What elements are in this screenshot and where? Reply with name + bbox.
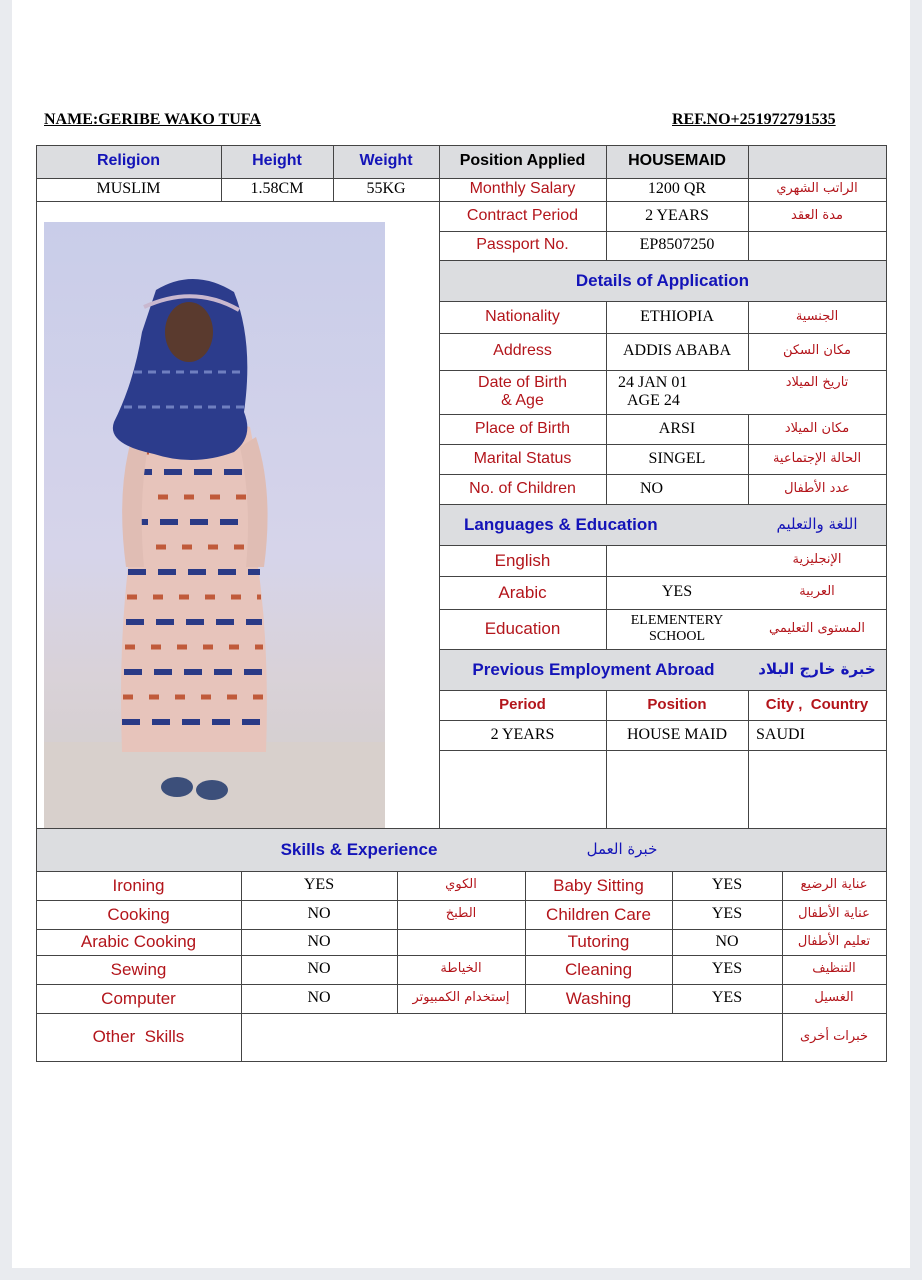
dob-label-line2: & Age bbox=[501, 392, 544, 409]
skill-ironing-arabic: الكوي bbox=[445, 877, 477, 893]
religion-value: MUSLIM bbox=[96, 180, 161, 198]
details-title: Details of Application bbox=[575, 270, 750, 290]
dob-arabic: تاريخ الميلاد bbox=[785, 375, 849, 391]
height-header: Height bbox=[252, 152, 302, 170]
religion-header: Religion bbox=[96, 152, 161, 170]
employment-title-arabic: خبرة خارج البلاد bbox=[758, 659, 876, 678]
marital-status-label: Marital Status bbox=[473, 449, 572, 467]
position-header: Position bbox=[647, 696, 707, 714]
other-skills-label: Other Skills bbox=[92, 1027, 185, 1047]
weight-header: Weight bbox=[359, 152, 413, 170]
employment-country: SAUDI bbox=[756, 725, 805, 743]
contract-period-label: Contract Period bbox=[466, 206, 579, 224]
skill-children-care-value: YES bbox=[711, 905, 743, 923]
education-label: Education bbox=[484, 619, 561, 639]
skill-cleaning: Cleaning bbox=[564, 959, 633, 979]
english-label: English bbox=[494, 550, 551, 570]
address-arabic: مكان السكن bbox=[782, 343, 852, 359]
applicant-portrait-illustration bbox=[44, 222, 385, 828]
skill-computer: Computer bbox=[101, 988, 176, 1008]
skill-cooking: Cooking bbox=[107, 904, 170, 924]
monthly-salary-value: 1200 QR bbox=[647, 180, 707, 198]
position-applied-label: Position Applied bbox=[459, 152, 586, 170]
skill-washing-arabic: الغسيل bbox=[814, 990, 854, 1006]
dob-label-line1: Date of Birth bbox=[478, 373, 567, 391]
place-of-birth-label: Place of Birth bbox=[474, 419, 571, 437]
nationality-arabic: الجنسية bbox=[795, 308, 839, 324]
city-country-header: City , Country bbox=[765, 696, 869, 714]
position-applied-value: HOUSEMAID bbox=[628, 152, 726, 170]
skill-ironing-value: YES bbox=[303, 876, 335, 894]
children-value: NO bbox=[640, 479, 664, 497]
education-value bbox=[606, 609, 748, 649]
skills-title-arabic: خبرة العمل bbox=[586, 839, 658, 858]
skill-cooking-value: NO bbox=[307, 905, 331, 923]
children-label: No. of Children bbox=[469, 479, 576, 497]
education-value-line1: ELEMENTERY bbox=[630, 612, 724, 628]
skill-baby-sitting-arabic: عناية الرضيع bbox=[800, 877, 868, 893]
skill-baby-sitting: Baby Sitting bbox=[553, 875, 644, 895]
marital-status-arabic: الحالة الإجتماعية bbox=[772, 450, 862, 466]
dob-label bbox=[439, 370, 606, 414]
passport-arabic bbox=[748, 231, 886, 260]
period-header: Period bbox=[499, 696, 546, 714]
nationality-label: Nationality bbox=[485, 307, 560, 325]
marital-status-value: SINGEL bbox=[648, 449, 706, 467]
applicant-name: NAME:GERIBE WAKO TUFA bbox=[44, 111, 261, 128]
skill-arabic-cooking-arabic bbox=[397, 929, 525, 955]
applicant-photo bbox=[44, 222, 385, 828]
languages-title-arabic: اللغة والتعليم bbox=[776, 514, 858, 533]
place-of-birth-value: ARSI bbox=[658, 419, 696, 437]
skill-cooking-arabic: الطبخ bbox=[445, 906, 477, 922]
reference-number: REF.NO+251972791535 bbox=[672, 111, 836, 128]
dob-value-line1: 24 JAN 01 bbox=[618, 373, 688, 391]
skill-cleaning-value: YES bbox=[711, 960, 743, 978]
english-arabic: الإنجليزية bbox=[792, 552, 842, 568]
skill-sewing-arabic: الخياطة bbox=[440, 961, 482, 977]
skill-computer-arabic: إستخدام الكمبيوتر bbox=[412, 990, 510, 1006]
other-skills-arabic: خبرات أخرى bbox=[799, 1028, 869, 1044]
contract-period-value: 2 YEARS bbox=[645, 206, 709, 224]
dob-value bbox=[606, 370, 748, 414]
monthly-salary-arabic: الراتب الشهري bbox=[776, 181, 858, 197]
skill-computer-value: NO bbox=[307, 989, 331, 1007]
employment-position: HOUSE MAID bbox=[627, 725, 727, 743]
education-value-line2: SCHOOL bbox=[648, 629, 705, 644]
dob-value-line2: AGE 24 bbox=[627, 392, 680, 409]
height-value: 1.58CM bbox=[250, 180, 304, 198]
children-arabic: عدد الأطفال bbox=[784, 480, 850, 496]
skill-arabic-cooking-value: NO bbox=[307, 932, 331, 950]
arabic-value: YES bbox=[661, 583, 693, 601]
address-value: ADDIS ABABA bbox=[622, 342, 731, 360]
skill-children-care-arabic: عناية الأطفال bbox=[798, 906, 870, 922]
employment-period: 2 YEARS bbox=[490, 725, 555, 743]
skill-baby-sitting-value: YES bbox=[711, 876, 743, 894]
passport-label: Passport No. bbox=[476, 236, 569, 254]
languages-title: Languages & Education bbox=[464, 514, 658, 534]
address-label: Address bbox=[493, 342, 552, 360]
english-value bbox=[606, 545, 748, 576]
education-arabic: المستوى التعليمي bbox=[769, 620, 865, 636]
skills-title: Skills & Experience bbox=[280, 839, 438, 859]
skill-sewing: Sewing bbox=[110, 959, 167, 979]
employment-title: Previous Employment Abroad bbox=[472, 659, 715, 679]
monthly-salary-label: Monthly Salary bbox=[469, 180, 576, 198]
weight-value: 55KG bbox=[366, 180, 406, 198]
contract-period-arabic: مدة العقد bbox=[791, 207, 843, 223]
skill-ironing: Ironing bbox=[112, 875, 165, 895]
nationality-value: ETHIOPIA bbox=[640, 307, 714, 325]
skill-tutoring-arabic: تعليم الأطفال bbox=[797, 933, 871, 949]
skill-tutoring: Tutoring bbox=[567, 932, 630, 952]
skill-sewing-value: NO bbox=[307, 960, 331, 978]
skill-tutoring-value: NO bbox=[715, 932, 739, 950]
passport-value: EP8507250 bbox=[639, 236, 715, 254]
arabic-label: Arabic bbox=[498, 582, 547, 602]
skill-children-care: Children Care bbox=[546, 904, 651, 924]
skill-washing: Washing bbox=[565, 988, 632, 1008]
other-skills-value bbox=[241, 1013, 782, 1061]
skill-washing-value: YES bbox=[711, 989, 743, 1007]
skill-cleaning-arabic: التنظيف bbox=[812, 961, 856, 977]
skill-arabic-cooking: Arabic Cooking bbox=[80, 932, 197, 952]
place-of-birth-arabic: مكان الميلاد bbox=[784, 420, 850, 436]
arabic-arabic: العربية bbox=[799, 584, 835, 600]
